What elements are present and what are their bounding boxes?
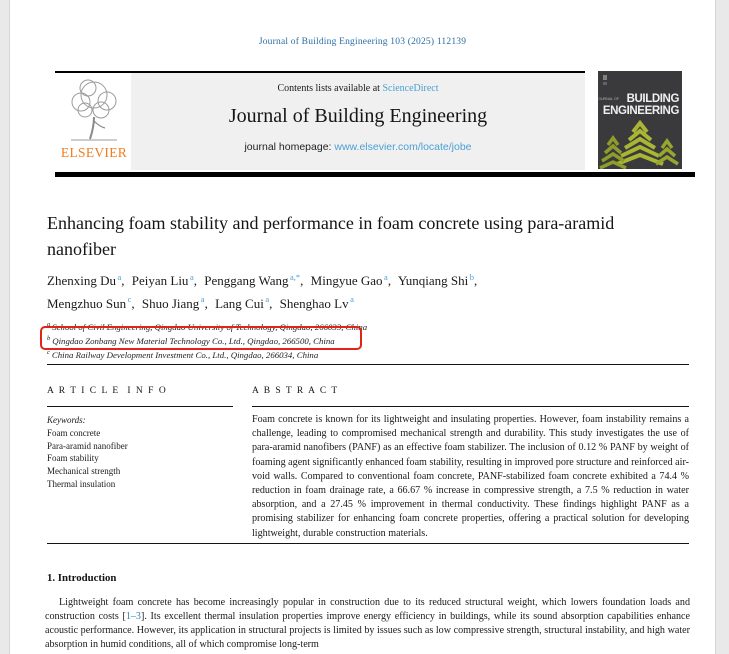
homepage-line <box>131 141 585 153</box>
contents-prefix: Contents lists available at <box>277 83 383 94</box>
contents-line <box>131 83 585 94</box>
affiliation-b: $^b$ Qingdao Zonbang New Material Technology Co., Ltd., Qingdao, 266500, China <box>47 334 335 346</box>
homepage-link[interactable]: www.elsevier.com/locate/jobe <box>334 141 472 153</box>
page-left-margin <box>0 0 10 654</box>
banner-bottom-rule <box>55 172 695 177</box>
article-info-heading: A R T I C L E I N F O <box>47 386 168 396</box>
svg-text:BUILDING: BUILDING <box>626 93 679 105</box>
homepage-prefix: journal homepage: <box>244 141 335 153</box>
journal-cover-trees-icon <box>598 71 682 169</box>
author-affil-sup[interactable]: a <box>265 294 270 305</box>
highlight-annotation-box <box>40 326 362 350</box>
sciencedirect-link[interactable]: ScienceDirect <box>382 83 439 94</box>
abstract-rule <box>252 406 689 407</box>
author-affil-sup[interactable]: a <box>350 294 354 305</box>
author: Mengzhuo Sun $^c$, <box>47 294 135 311</box>
author: Lang Cui $^a$, <box>215 294 273 311</box>
journal-citation-header[interactable]: Journal of Building Engineering 103 (2025) 112139 <box>258 37 467 47</box>
author-affil-sup[interactable]: a <box>189 272 194 282</box>
reference-citation-link[interactable]: 1–3 <box>125 611 141 622</box>
author: Peiyan Liu $^a$, <box>131 272 197 289</box>
abstract-text: Foam concrete is known for its lightweight and insulating properties. However, foam instability remains a challenge, leading to compromised mechanical strength and durability. This study investigates the use of para-aramid nanofibers (PANF) as an effective foam stabilizer. The inclusion of 0.12 % PANF by weight of foaming agent significantly enhanced foam stability, resulting in improved pore structure and reinforced air-void walls. Compared to conventional foam concrete, PANF-stabilized foam concrete exhibited a 74.4 % reduction in foam drainage rate, a 66.67 % increase in compressive strength, a 7.5 % reduction in water absorption, and a 27.45 % improvement in thermal conductivity. These findings highlight PANF as a promising stabilizer for enhancing foam concrete properties, offering a practical solution for developing lightweight, durable construction materials. <box>252 414 689 539</box>
author: Shenghao Lv $^a$ <box>279 294 354 311</box>
keywords-label: Keywords: <box>47 415 86 425</box>
svg-text:ENGINEERING: ENGINEERING <box>602 105 679 117</box>
keyword: Foam concrete <box>47 427 101 438</box>
author: Shuo Jiang $^a$, <box>141 294 208 311</box>
section-divider-rule <box>47 364 689 365</box>
journal-banner <box>55 71 695 177</box>
journal-cover-thumbnail[interactable] <box>598 71 682 169</box>
introduction-heading: 1. Introduction <box>47 572 117 584</box>
journal-title: Journal of Building Engineering <box>228 105 488 127</box>
author-list <box>47 268 622 313</box>
author-affil-sup[interactable]: a <box>117 272 122 282</box>
author: Penggang Wang $^{a,*}$, <box>204 272 304 289</box>
abstract-bottom-rule <box>47 543 689 544</box>
intro-text-after-citation: . Its excellent thermal insulation properties improve energy efficiency in buildings, while its sound absorption capabilities enhance acoustic performance. However, its application in structural projects is limited by issues such as low compressive strength, structural instability, and high water absorption in humid conditions, all of which compromise long-term <box>45 611 690 650</box>
author-affil-sup[interactable]: b <box>469 272 475 282</box>
abstract-heading: A B S T R A C T <box>252 386 339 396</box>
keyword: Foam stability <box>47 453 99 464</box>
author: Zhenxing Du $^a$, <box>47 272 125 289</box>
affiliation-a: $^a$ School of Civil Engineering, Qingdao University of Technology, Qingdao, 266033, China <box>47 321 368 332</box>
elsevier-wordmark: ELSEVIER <box>60 145 128 160</box>
article-info-rule <box>47 406 233 407</box>
affiliation-c: $^c$ China Railway Development Investment Co., Ltd., Qingdao, 266034, China <box>47 348 319 360</box>
author: Mingyue Gao $^a$, <box>310 272 392 289</box>
svg-text:JOURNAL OF: JOURNAL OF <box>598 97 619 101</box>
elsevier-tree-icon <box>63 77 125 143</box>
author: Yunqiang Shi $^b$, <box>397 272 478 289</box>
elsevier-logo[interactable] <box>55 77 133 171</box>
author-affil-sup[interactable]: a,* <box>290 272 301 282</box>
banner-center-panel <box>131 73 585 170</box>
introduction-paragraph: Lightweight foam concrete has become increasingly popular in construction due to its reduced structural weight, which lowers foundation loads and construction costs [1–3]. Its excellent thermal insulation properties improve energy efficiency in buildings, while its sound absorption capabilities enhance acoustic performance. However, its application in structural projects is limited by issues such as low compressive strength, structural instability, and high water absorption in humid conditions, all of which compromise long-term <box>45 597 690 650</box>
author-affil-sup[interactable]: c <box>127 294 132 305</box>
intro-text-before-citation: Lightweight foam concrete has become increasingly popular in construction due to its reduced structural weight, which lowers foundation loads and construction costs <box>45 597 690 622</box>
author-affil-sup[interactable]: a <box>200 294 205 305</box>
keyword: Para-aramid nanofiber <box>47 440 128 451</box>
keywords-block <box>47 414 128 491</box>
article-title: Enhancing foam stability and performance in foam concrete using para-aramid nanofiber <box>47 213 615 259</box>
page-right-margin <box>715 0 729 654</box>
author-affil-sup[interactable]: a <box>384 272 388 282</box>
keyword: Mechanical strength <box>47 466 121 477</box>
keyword: Thermal insulation <box>47 478 116 489</box>
